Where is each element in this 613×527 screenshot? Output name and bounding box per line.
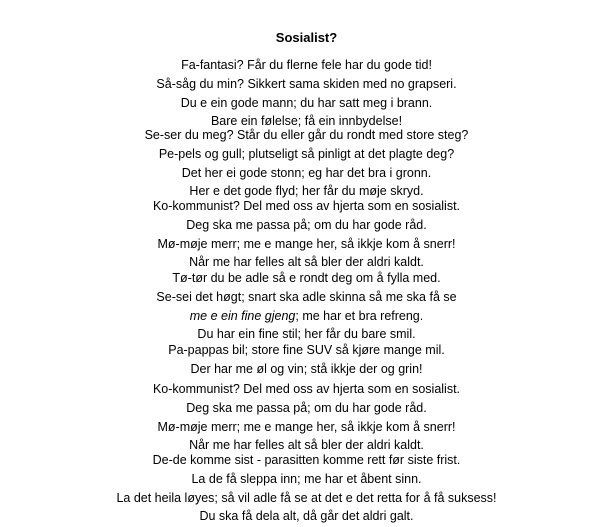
- line-rest: ; me har et bra refreng.: [295, 308, 424, 323]
- italic-phrase: me e ein fine gjeng: [189, 308, 296, 323]
- stanza-5: [0, 341, 613, 379]
- poem-line: Se-ser du meg? Står du eller går du rondt med store steg?: [144, 128, 469, 142]
- poem-line: Ko-kommunist? Del med oss av hjerta som en sosialist.: [152, 382, 461, 396]
- poem-line: Bare ein følelse; få ein innbydelse!: [210, 114, 403, 129]
- poem-line: De-de komme sist - parasitten komme rett før siste frist.: [152, 453, 461, 467]
- stanza-3: [0, 197, 613, 272]
- poem-line: Der har me øl og vin; stå ikkje der og grin!: [190, 361, 423, 376]
- poem-line: Tø-tør du be adle så e rondt deg om å fylla med.: [172, 271, 441, 285]
- poem-line: Du ska få dela alt, då går det aldri galt.: [199, 509, 414, 524]
- poem-line: Her e det gode flyd; her får du møje skryd.: [189, 184, 424, 199]
- poem-line: Ko-kommunist? Del med oss av hjerta som en sosialist.: [152, 199, 461, 213]
- poem-line: Når me har felles alt så bler der aldri kaldt.: [189, 255, 424, 270]
- poem-line: Det her ei gode stonn; eg har det bra i gronn.: [181, 165, 432, 180]
- poem-line: La det heila løyes; så vil adle få se at det e det retta for å få suksess!: [116, 490, 497, 505]
- poem-line: Fa-fantasi? Får du flerne fele har du gode tid!: [181, 58, 432, 72]
- stanza-6: [0, 380, 613, 455]
- poem-title: Sosialist?: [275, 30, 338, 45]
- stanza-2: [0, 126, 613, 201]
- poem-line: Du har ein fine stil; her får du bare smil.: [197, 327, 416, 342]
- poem-line: Pe-pels og gull; plutseligt så pinligt at det plagte deg?: [158, 146, 455, 161]
- stanza-1: [0, 56, 613, 131]
- poem-line: Så-såg du min? Sikkert sama skiden med no grapseri.: [156, 76, 457, 91]
- poem-line: Deg ska me passa på; om du har gode råd.: [186, 400, 427, 415]
- poem-line: Mø-møje merr; me e mange her, så ikkje kom å snerr!: [157, 236, 456, 251]
- poem-line: Du e ein gode mann; du har satt meg i brann.: [180, 95, 433, 110]
- poem-line: Pa-pappas bil; store fine SUV så kjøre mange mil.: [168, 343, 445, 357]
- poem-line: [0, 307, 613, 326]
- poem-line: Se-sei det høgt; snart ska adle skinna så me ska få se: [156, 289, 457, 304]
- poem-line: Når me har felles alt så bler der aldri kaldt.: [189, 438, 424, 453]
- poem-line: La de få sleppa inn; me har et åbent sinn.: [191, 471, 422, 486]
- stanza-4: [0, 269, 613, 344]
- poem-line: Deg ska me passa på; om du har gode råd.: [186, 217, 427, 232]
- poem-line: Mø-møje merr; me e mange her, så ikkje kom å snerr!: [157, 419, 456, 434]
- stanza-7: [0, 451, 613, 526]
